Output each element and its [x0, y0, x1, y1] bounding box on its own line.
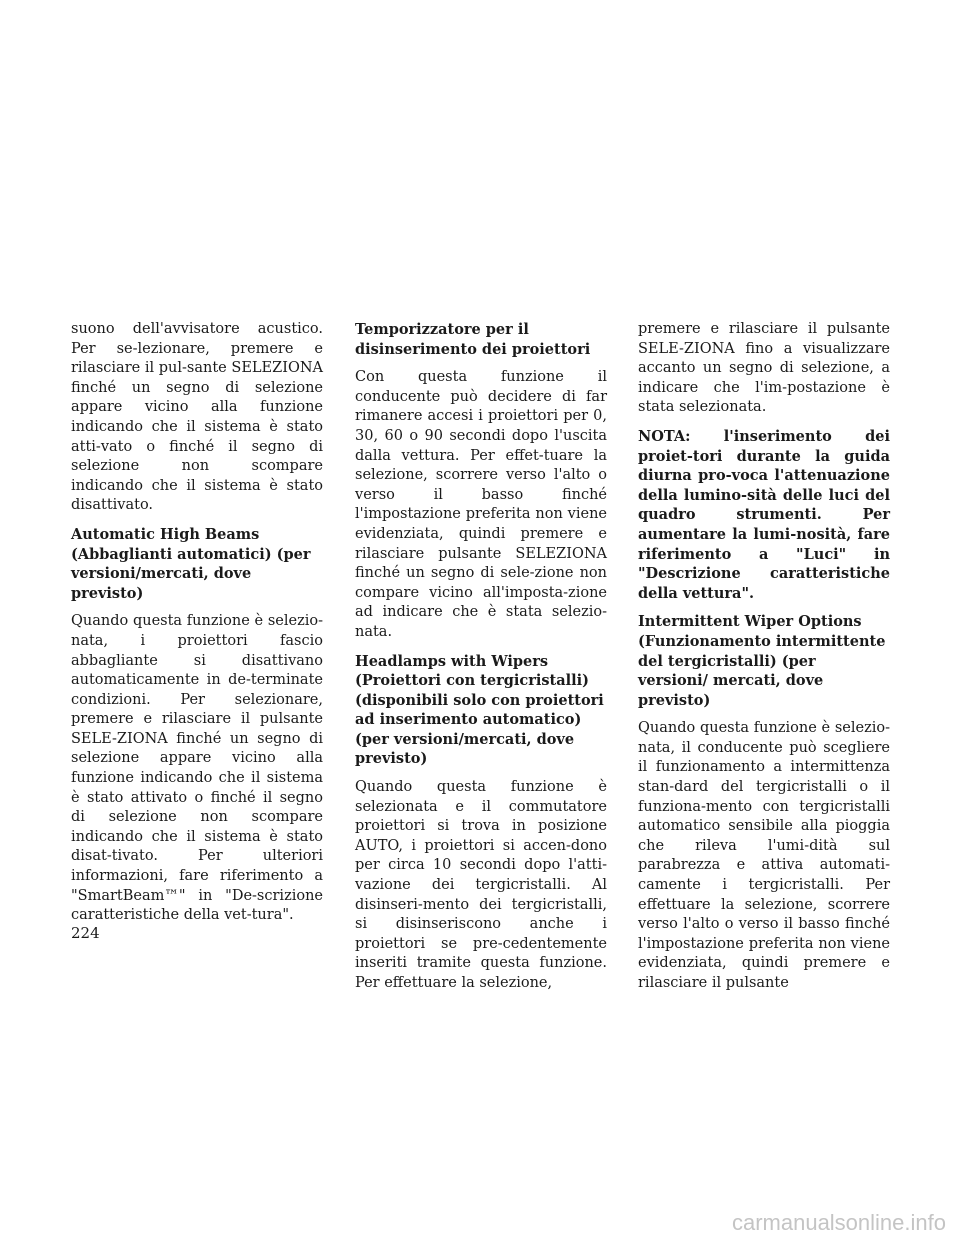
page-number: 224 [71, 924, 100, 942]
watermark: carmanualsonline.info [731, 1210, 946, 1235]
paragraph-headlamp-off-delay: Con questa funzione il conducente può decidere di far rimanere accesi i proiettori per 0, 30, 60 o 90 secondi dopo l'uscita dalla vettura. Per effet-tuare la selezione, scorrere verso l'alto o verso il basso finché l'impostazione preferita non viene evidenziata, quindi premere e rilasciare pulsante SELEZIONA finché un segno di sele-zione non compare vicino all'imposta-zione ad indicare che è stata selezio-nata. [355, 369, 607, 640]
heading-intermittent-wiper-options: Intermittent Wiper Options (Funzionamento intermittente del tergicristalli) (per versioni/ mercati, dove previsto) [638, 613, 886, 709]
note-daytime-headlamps: NOTA: l'inserimento dei proiet-tori durante la guida diurna pro-voca l'attenuazione della lumino-sità delle luci del quadro strumenti. Per aumentare la lumi-nosità, fare riferimento a "Luci" in "Descrizione caratteristiche della vettura". [638, 427, 890, 602]
heading-headlamps-with-wipers: Headlamps with Wipers (Proiettori con tergicristalli)(disponibili solo con proiettori ad inserimento automatico) (per versioni/mercati, dove previsto) [355, 652, 604, 768]
paragraph-headlamps-with-wipers: Quando questa funzione è selezionata e il commutatore proiettori si trova in posizione AUTO, i proiettori si accen-dono per circa 10 secondi dopo l'atti-vazione dei tergicristalli. Al disinseri-mento dei tergicristalli, si disinseriscono anche i proiettori se pre-cedentemente inseriti tramite questa funzione. Per effettuare la selezione, [355, 779, 607, 991]
column-left [71, 320, 323, 935]
paragraph-selection-continuation: premere e rilasciare il pulsante SELE-ZIONA fino a visualizzare accanto un segno di selezione, a indicare che l'im-postazione è stata selezionata. [638, 321, 890, 416]
paragraph-automatic-high-beams: Quando questa funzione è selezio-nata, i proiettori fascio abbagliante si disattivano automaticamente in de-terminate condizioni. Per selezionare, premere e rilasciare il pulsante SELE-ZIONA finché un segno di selezione appare vicino alla funzione indicando che il sistema è stato attivato o finché il segno di selezione non scompare indicando che il sistema è stato disat-tivato. Per ulteriori informazioni, fare riferimento a "SmartBeam™" in "De-scrizione caratteristiche della vet-tura". [71, 613, 323, 924]
column-middle [355, 320, 607, 1003]
paragraph-intermittent-wiper-options: Quando questa funzione è selezio-nata, il conducente può scegliere il funzionamento a intermittenza stan-dard del tergicristalli o il funziona-mento con tergicristalli automatico sensibile alla pioggia che rileva l'umi-dità sul parabrezza e attiva automati-camente i tergicristalli. Per effettuare la selezione, scorrere verso l'alto o verso il basso finché l'impostazione preferita non viene evidenziata, quindi premere e rilasciare il pulsante [638, 720, 890, 991]
column-right [638, 320, 890, 1003]
paragraph-acoustic-continuation: suono dell'avvisatore acustico. Per se-lezionare, premere e rilasciare il pul-sante SELEZIONA finché un segno di selezione appare vicino alla funzione indicando che il sistema è stato atti-vato o finché il segno di selezione non scompare indicando che il sistema è stato disattivato. [71, 321, 323, 514]
heading-headlamp-off-delay: Temporizzatore per il disinserimento dei proiettori [355, 321, 591, 358]
heading-automatic-high-beams: Automatic High Beams (Abbaglianti automatici) (per versioni/mercati, dove previsto) [71, 525, 311, 602]
